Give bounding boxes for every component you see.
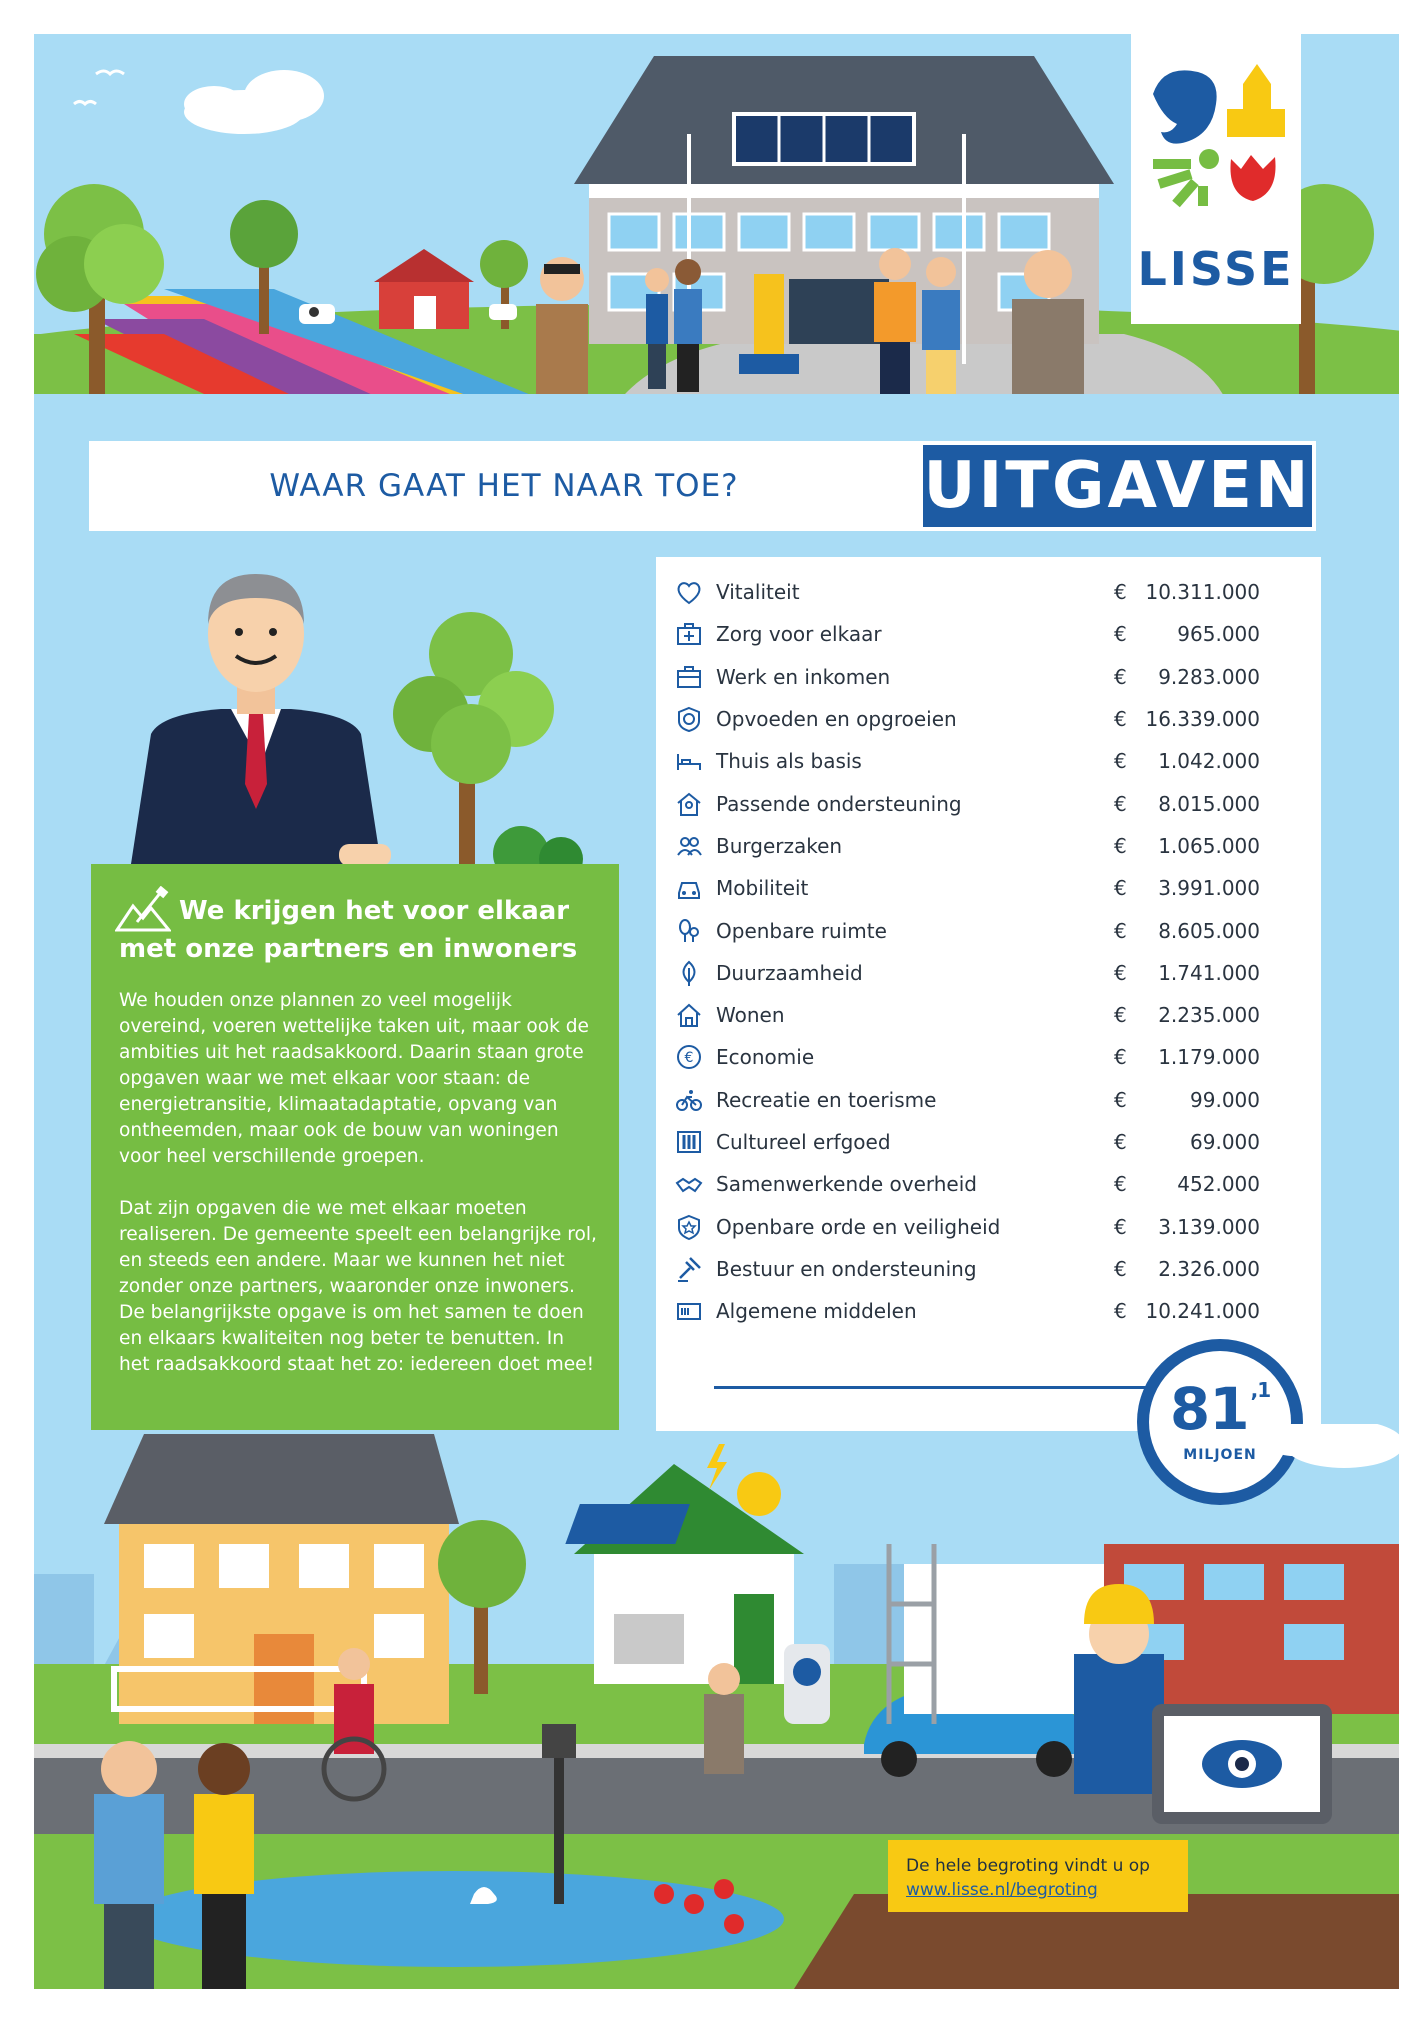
shield-star-icon [674,1212,704,1242]
expense-amount: 99.000 [1190,1087,1260,1112]
expense-currency: € [1114,1256,1127,1281]
euro-icon [674,1042,704,1072]
expense-row [674,571,1294,613]
total-number: 81 $^{,1}$ [1169,1375,1271,1443]
expense-row [674,952,1294,994]
expense-amount: 9.283.000 [1158,664,1260,689]
expense-amount: 1.042.000 [1158,749,1260,774]
expense-currency: € [1114,1087,1127,1112]
intro-heading-line1: We krijgen het voor elkaar [179,896,570,926]
infographic-frame [34,34,1399,1989]
handshake-icon [674,1169,704,1199]
expense-amount: 1.179.000 [1158,1045,1260,1070]
expense-label: Bestuur en ondersteuning [716,1256,977,1281]
expense-currency: € [1114,960,1127,985]
expense-currency: € [1114,1172,1127,1197]
expense-currency: € [1114,833,1127,858]
expense-label: Thuis als basis [716,749,862,774]
trees-icon [674,916,704,946]
expense-amount: 8.015.000 [1158,791,1260,816]
intro-heading [119,892,609,968]
expense-row [674,698,1294,740]
expense-row [674,909,1294,951]
expense-currency: € [1114,1045,1127,1070]
intro-heading-line2: met onze partners en inwoners [119,934,578,964]
expense-currency: € [1114,580,1127,605]
expense-row [674,740,1294,782]
intro-paragraph-1: We houden onze plannen zo veel mogelijk overeind, voeren wettelijke taken uit, maar ook de ambities uit het raadsakkoord. Daarin staan grote opgaven waar we met elkaar voor staan: de energietransitie, klimaatadaptatie, opvang van ontheemden, maar ook de bouw van woningen voor heel verschillende groepen. [119,990,589,1167]
expense-row [674,1079,1294,1121]
total-underline [714,1386,1154,1389]
gavel-icon [674,1254,704,1284]
leaf-icon [674,958,704,988]
intro-box [91,864,619,1430]
columns-icon [674,1127,704,1157]
expense-label: Algemene middelen [716,1299,917,1324]
lisse-logo [1131,34,1301,324]
expense-amount: 3.991.000 [1158,876,1260,901]
expense-row [674,994,1294,1036]
expense-row [674,1121,1294,1163]
total-unit: MILJOEN [1183,1447,1257,1463]
expense-label: Duurzaamheid [716,960,863,985]
card-icon [674,1296,704,1326]
child-face-icon [674,704,704,734]
expense-row [674,825,1294,867]
expense-label: Werk en inkomen [716,664,891,689]
intro-paragraph-2: Dat zijn opgaven die we met elkaar moeten realiseren. De gemeente speelt een belangrijke rol, en steeds een andere. Maar we kunnen het niet zonder onze partners, waaronder onze inwoners. De belangrijkste opgave is om het samen te doen en elkaars kwaliteiten nog beter te benutten. In het raadsakkoord staat het zo: iedereen doet mee! [119,1198,597,1375]
budget-note [888,1840,1188,1912]
expense-currency: € [1114,707,1127,732]
expense-currency: € [1114,622,1127,647]
expense-label: Openbare orde en veiligheid [716,1214,1001,1239]
expense-label: Samenwerkende overheid [716,1172,977,1197]
expense-row [674,656,1294,698]
expense-label: Mobiliteit [716,876,809,901]
expense-amount: 8.605.000 [1158,918,1260,943]
header-title: UITGAVEN [919,441,1316,531]
expense-label: Economie [716,1045,815,1070]
expense-currency: € [1114,1130,1127,1154]
expense-currency: € [1114,749,1127,774]
expense-amount: 10.241.000 [1145,1299,1260,1324]
expense-currency: € [1114,876,1127,901]
expense-rows [674,571,1294,1332]
briefcase-icon [674,662,704,692]
expense-amount: 1.741.000 [1158,960,1260,985]
bicycle-icon [674,1085,704,1115]
expense-row [674,1163,1294,1205]
expense-currency: € [1114,791,1127,816]
expense-currency: € [1114,1214,1127,1239]
expense-currency: € [1114,1003,1127,1028]
expense-label: Passende ondersteuning [716,791,962,816]
expense-label: Cultureel erfgoed [716,1130,891,1154]
expense-row [674,782,1294,824]
house-person-icon [674,789,704,819]
total-decimal: ,1 [1250,1378,1271,1402]
expense-row [674,1290,1294,1332]
expense-currency: € [1114,1299,1127,1324]
expense-amount: 452.000 [1177,1172,1260,1197]
expense-label: Zorg voor elkaar [716,622,882,647]
header-question: WAAR GAAT HET NAAR TOE? [269,468,739,504]
expense-amount: 2.326.000 [1158,1256,1260,1281]
expense-row [674,613,1294,655]
expense-amount: 1.065.000 [1158,833,1260,858]
expense-amount: 2.235.000 [1158,1003,1260,1028]
expense-row [674,1205,1294,1247]
expense-amount: 69.000 [1190,1130,1260,1154]
expense-label: Recreatie en toerisme [716,1087,937,1112]
expense-amount: 10.311.000 [1145,580,1260,605]
expense-row [674,1036,1294,1078]
town-street-scene [34,1424,1399,1989]
expense-amount: 965.000 [1177,622,1260,647]
expense-label: Opvoeden en opgroeien [716,707,957,732]
heart-icon [674,577,704,607]
expense-currency: € [1114,918,1127,943]
expense-label: Burgerzaken [716,833,843,858]
expense-currency: € [1114,664,1127,689]
people-icon [674,831,704,861]
expense-amount: 3.139.000 [1158,1214,1260,1239]
svg-text:€: € [684,1050,694,1067]
header-question-bar [89,441,919,531]
expense-label: Openbare ruimte [716,918,887,943]
budget-link[interactable]: www.lisse.nl/begroting [906,1880,1098,1900]
budget-note-text: De hele begroting vindt u op [906,1856,1150,1876]
logo-wordmark: LISSE [1137,242,1295,296]
medical-kit-icon [674,619,704,649]
expense-label: Vitaliteit [716,580,800,605]
expense-label: Wonen [716,1003,785,1028]
home-icon [674,1000,704,1030]
expense-row [674,1248,1294,1290]
bed-icon [674,746,704,776]
car-icon [674,873,704,903]
expense-row [674,867,1294,909]
expense-table [656,557,1321,1431]
logo-emblem [1131,34,1301,234]
expense-amount: 16.339.000 [1145,707,1260,732]
alderman-illustration [91,564,651,874]
